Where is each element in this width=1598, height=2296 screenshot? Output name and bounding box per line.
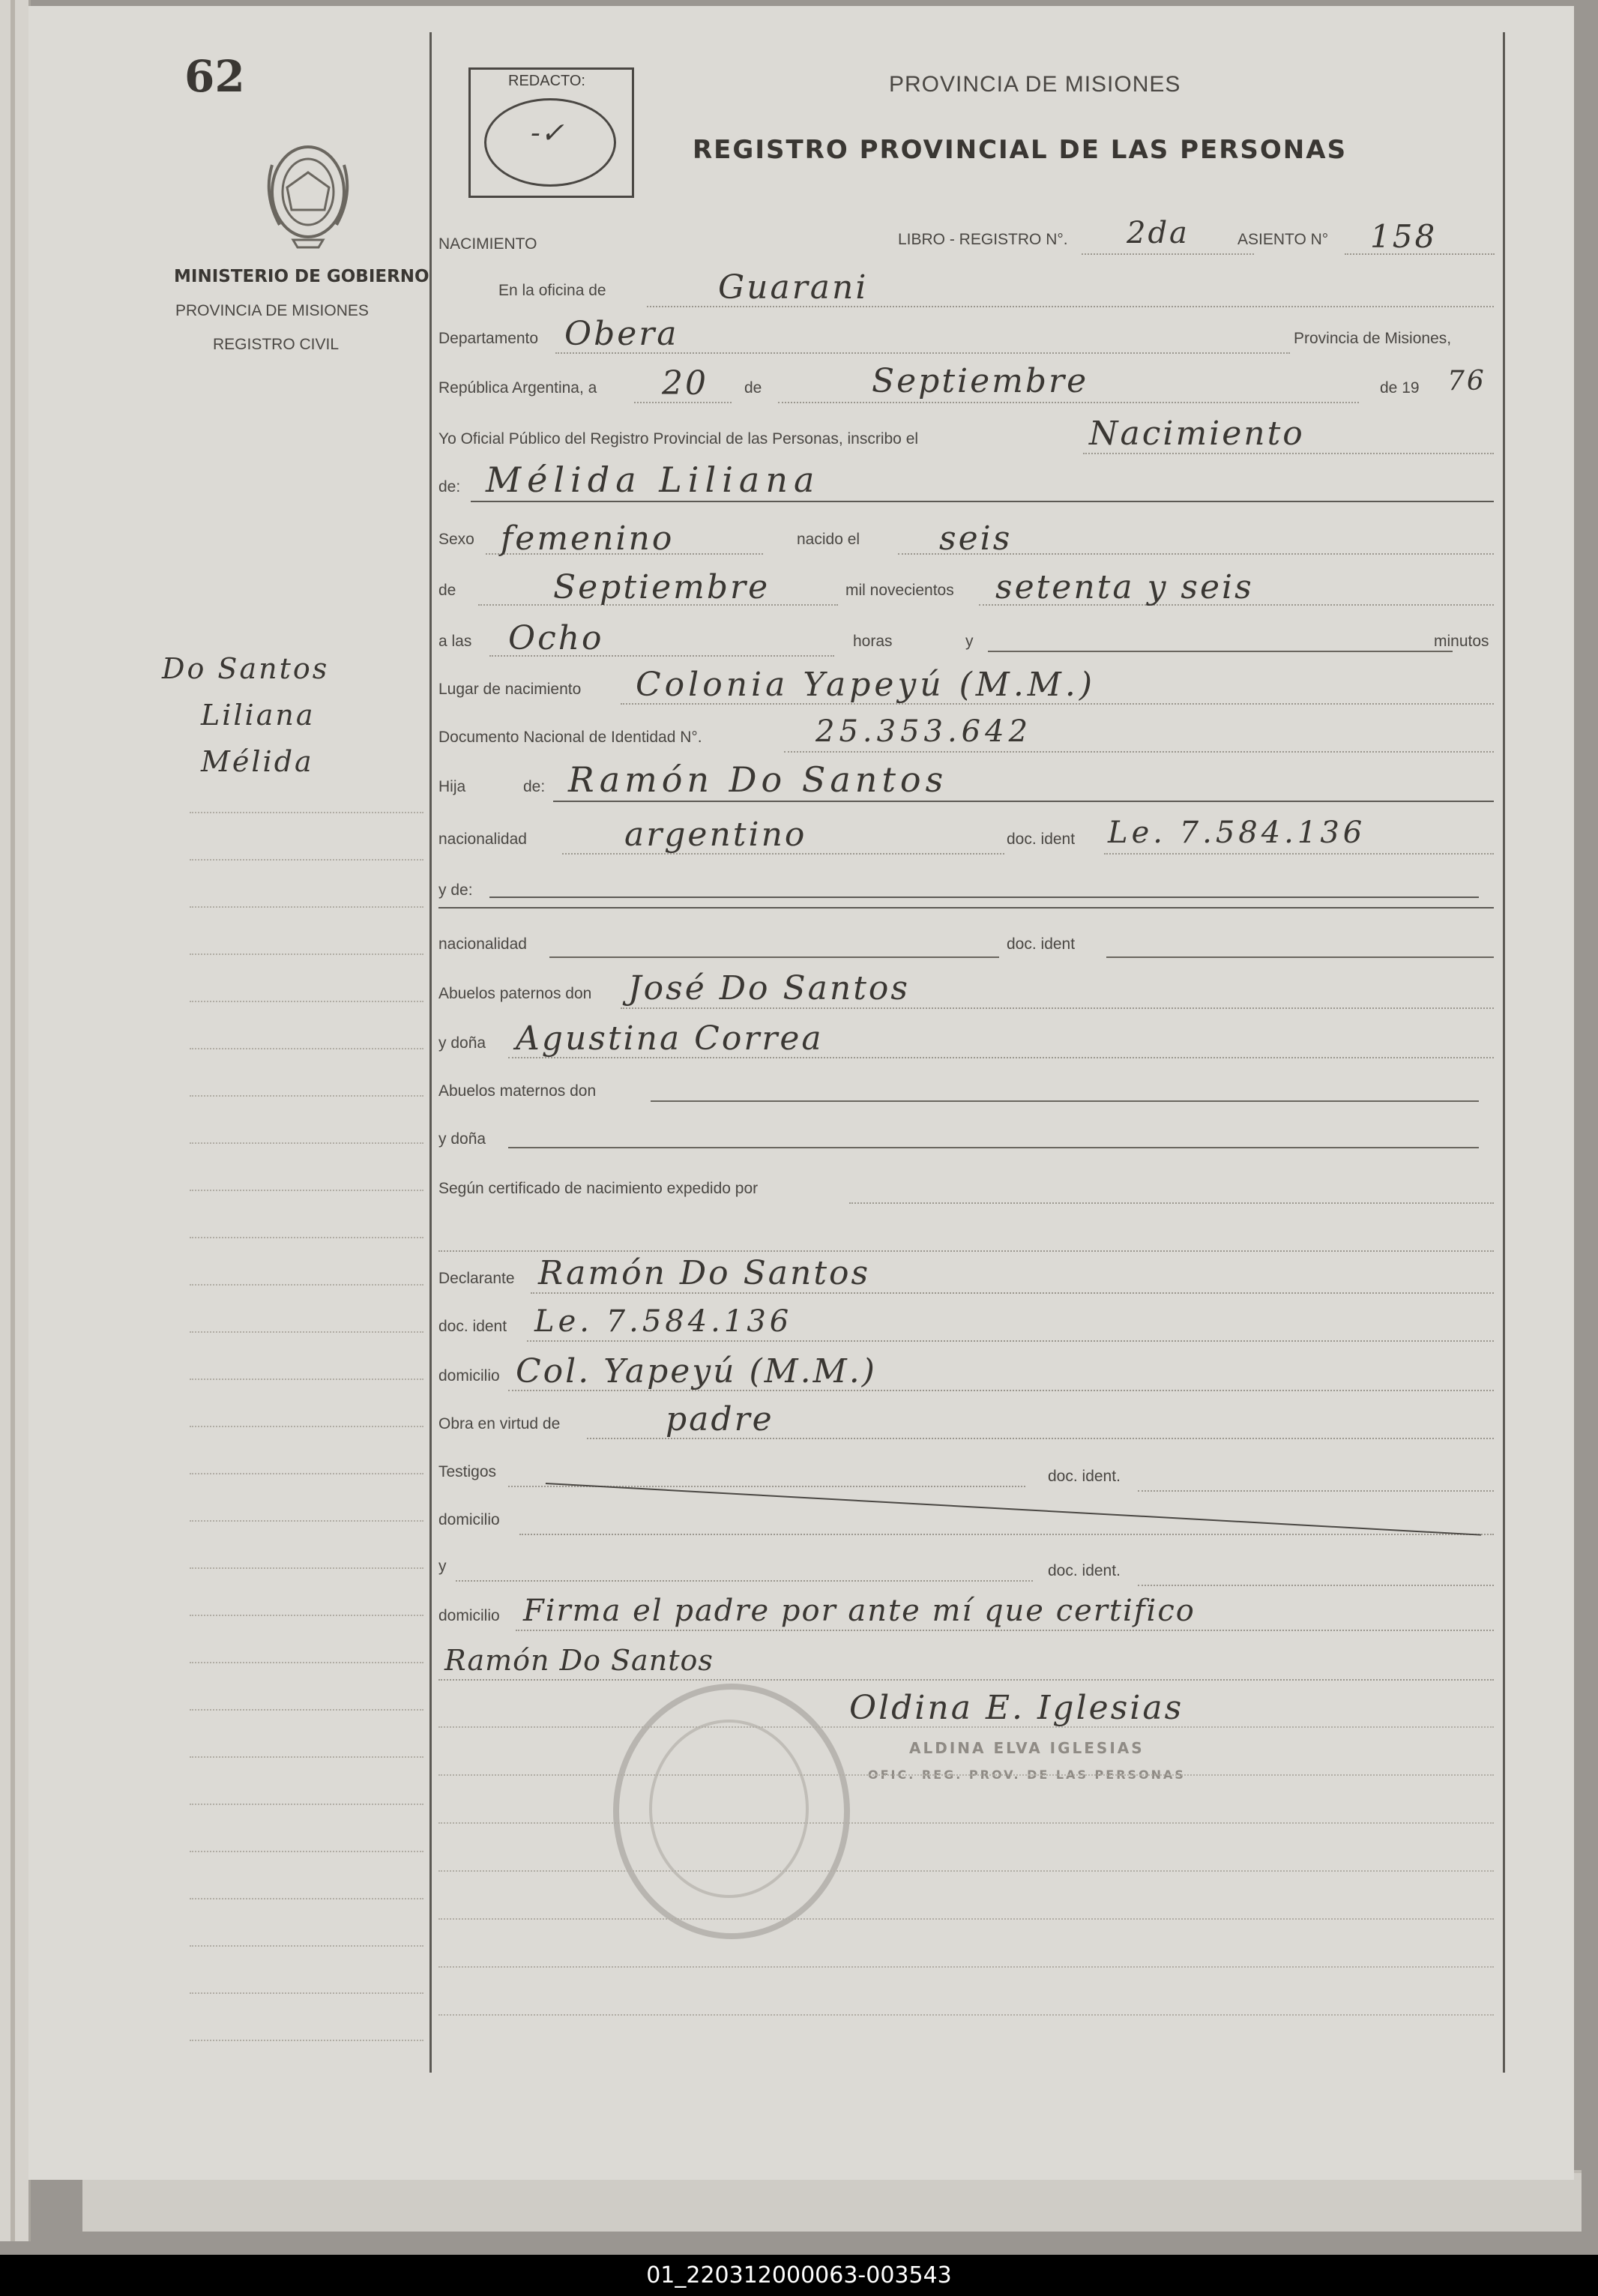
sexo-label: Sexo	[438, 531, 474, 548]
declarante-doc: Le. 7.584.136	[534, 1304, 793, 1339]
birth-day: seis	[939, 519, 1013, 558]
domicilio3-label: domicilio	[438, 1607, 500, 1624]
observation-text: Firma el padre por ante mí que certifico	[523, 1594, 1196, 1628]
margin-note-line-1: Do Santos	[162, 652, 330, 685]
declarante-value: Ramón Do Santos	[538, 1254, 871, 1292]
birth-year: setenta y seis	[995, 568, 1254, 606]
form-ruled-line	[438, 1822, 1494, 1824]
margin-ruled-line	[190, 1048, 423, 1049]
oficina-value: Guarani	[718, 268, 869, 307]
y-label: y	[965, 633, 974, 650]
nacido-label: nacido el	[797, 531, 860, 548]
margin-ruled-line	[190, 1473, 423, 1474]
nacionalidad2-label: nacionalidad	[438, 935, 527, 953]
margin-ruled-line	[190, 1284, 423, 1286]
abuela-paterna-value: Agustina Correa	[516, 1019, 824, 1058]
margin-ruled-line	[190, 1001, 423, 1002]
de-label: de	[744, 379, 762, 397]
margin-note-line-3: Mélida	[201, 745, 314, 778]
domicilio-value: Col. Yapeyú (M.M.)	[516, 1352, 877, 1390]
dni-label: Documento Nacional de Identidad N°.	[438, 729, 702, 746]
margin-ruled-line	[190, 812, 423, 813]
form-ruled-line	[438, 2014, 1494, 2016]
margin-ruled-line	[190, 1237, 423, 1238]
name-underline	[471, 501, 1494, 502]
book-spine	[0, 0, 31, 2241]
margin-ruled-line	[190, 1898, 423, 1899]
ydona-label: y doña	[438, 1034, 486, 1052]
ydona2-label: y doña	[438, 1130, 486, 1148]
margin-note-line-2: Liliana	[201, 699, 316, 732]
margin-ruled-line	[190, 1756, 423, 1758]
registration-year: 76	[1447, 366, 1486, 397]
ministry-label: MINISTERIO DE GOBIERNO	[174, 267, 429, 286]
oficial-statement: Yo Oficial Público del Registro Provincial de las Personas, inscribo el	[438, 430, 919, 448]
y2-label: y	[438, 1558, 447, 1575]
margin-ruled-line	[190, 1804, 423, 1805]
margin-ruled-line	[190, 1615, 423, 1616]
horas-label: horas	[853, 633, 893, 650]
oficina-label: En la oficina de	[498, 282, 606, 299]
nacionalidad-label: nacionalidad	[438, 831, 527, 848]
lugar-label: Lugar de nacimiento	[438, 681, 582, 698]
margin-ruled-line	[190, 1426, 423, 1427]
margin-ruled-line	[190, 1331, 423, 1333]
margin-ruled-line	[190, 1520, 423, 1522]
margin-ruled-line	[190, 859, 423, 861]
father-nationality: argentino	[624, 816, 807, 854]
margin-ruled-line	[190, 1709, 423, 1711]
margin-ruled-line	[190, 906, 423, 908]
record-type-label: NACIMIENTO	[438, 235, 537, 253]
registration-month: Septiembre	[872, 362, 1089, 400]
coat-of-arms-icon	[257, 135, 359, 255]
form-ruled-line	[438, 1966, 1494, 1968]
padre-underline	[553, 801, 1494, 802]
yde-label: y de:	[438, 882, 473, 899]
margin-ruled-line	[190, 953, 423, 955]
birth-place: Colonia Yapeyú (M.M.)	[636, 666, 1097, 704]
margin-ruled-line	[190, 1095, 423, 1097]
abuelos-maternos-label: Abuelos maternos don	[438, 1082, 597, 1100]
margin-ruled-line	[190, 2040, 423, 2041]
testigos-label: Testigos	[438, 1463, 497, 1480]
header-province: PROVINCIA DE MISIONES	[889, 72, 1181, 97]
page-number: 62	[184, 51, 245, 102]
header-title: REGISTRO PROVINCIAL DE LAS PERSONAS	[693, 135, 1348, 165]
margin-ruled-line	[190, 1662, 423, 1663]
departamento-label: Departamento	[438, 330, 539, 347]
redacto-label: REDACTO:	[508, 73, 585, 89]
birth-hour: Ocho	[508, 619, 604, 657]
margin-ruled-line	[190, 1945, 423, 1947]
form-ruled-line	[438, 1726, 1494, 1728]
docident5-label: doc. ident.	[1048, 1562, 1121, 1579]
father-name: Ramón Do Santos	[568, 759, 948, 800]
hija-de-label: de:	[523, 778, 546, 795]
declarante-label: Declarante	[438, 1270, 515, 1287]
margin-ruled-line	[190, 1142, 423, 1144]
domicilio-label: domicilio	[438, 1367, 500, 1384]
docident2-label: doc. ident	[1007, 935, 1076, 953]
obra-label: Obra en virtud de	[438, 1415, 561, 1432]
minutos-label: minutos	[1434, 633, 1489, 650]
left-province-label: PROVINCIA DE MISIONES	[175, 302, 369, 319]
departamento-value: Obera	[564, 315, 679, 353]
year-prefix: de 19	[1380, 379, 1420, 397]
docident3-label: doc. ident	[438, 1318, 507, 1335]
registration-day: 20	[662, 364, 708, 403]
redacto-box	[468, 67, 634, 198]
asiento-label: ASIENTO N°	[1237, 231, 1329, 248]
margin-ruled-line	[190, 1567, 423, 1569]
father-doc: Le. 7.584.136	[1108, 816, 1366, 850]
domicilio2-label: domicilio	[438, 1511, 500, 1528]
obra-value: padre	[666, 1400, 774, 1438]
redacto-check-mark: -✓	[531, 116, 564, 149]
segun-label: Según certificado de nacimiento expedido por	[438, 1180, 759, 1197]
form-ruled-line	[438, 1918, 1494, 1920]
register-page	[28, 6, 1574, 2180]
margin-ruled-line	[190, 1378, 423, 1380]
de2-label: de	[438, 582, 456, 599]
child-name: Mélida Liliana	[486, 459, 821, 500]
republica-label: República Argentina, a	[438, 379, 597, 397]
father-signature: Ramón Do Santos	[444, 1644, 714, 1677]
birth-month: Septiembre	[553, 568, 771, 606]
official-round-seal	[613, 1684, 850, 1939]
official-signature: Oldina E. Iglesias	[849, 1689, 1184, 1727]
asiento-value: 158	[1370, 218, 1438, 255]
form-left-border	[429, 32, 432, 2073]
libro-value: 2da	[1127, 216, 1190, 250]
margin-ruled-line	[190, 1851, 423, 1852]
mil-novecientos-label: mil novecientos	[845, 582, 954, 599]
provincia-suffix: Provincia de Misiones,	[1294, 330, 1452, 347]
abuelos-paternos-label: Abuelos paternos don	[438, 985, 592, 1002]
docident4-label: doc. ident.	[1048, 1468, 1121, 1485]
docident-label: doc. ident	[1007, 831, 1076, 848]
alas-label: a las	[438, 633, 472, 650]
margin-ruled-line	[190, 1190, 423, 1191]
form-ruled-line	[438, 1774, 1494, 1776]
registro-civil-label: REGISTRO CIVIL	[213, 336, 340, 353]
inscribo-value: Nacimiento	[1089, 415, 1305, 453]
form-ruled-line	[438, 1870, 1494, 1872]
image-id-caption: 01_220312000063-003543	[0, 2255, 1598, 2296]
abuelo-paterno-value: José Do Santos	[628, 969, 910, 1007]
hija-label: Hija	[438, 778, 466, 795]
sexo-value: femenino	[501, 519, 675, 558]
official-name-stamp: ALDINA ELVA IGLESIAS	[909, 1739, 1145, 1757]
official-title-stamp: OFIC. REG. PROV. DE LAS PERSONAS	[868, 1768, 1186, 1782]
de-name-label: de:	[438, 478, 461, 495]
dni-value: 25.353.642	[815, 714, 1033, 749]
margin-ruled-line	[190, 1992, 423, 1994]
form-right-border	[1503, 32, 1505, 2073]
libro-label: LIBRO - REGISTRO N°.	[898, 231, 1068, 248]
